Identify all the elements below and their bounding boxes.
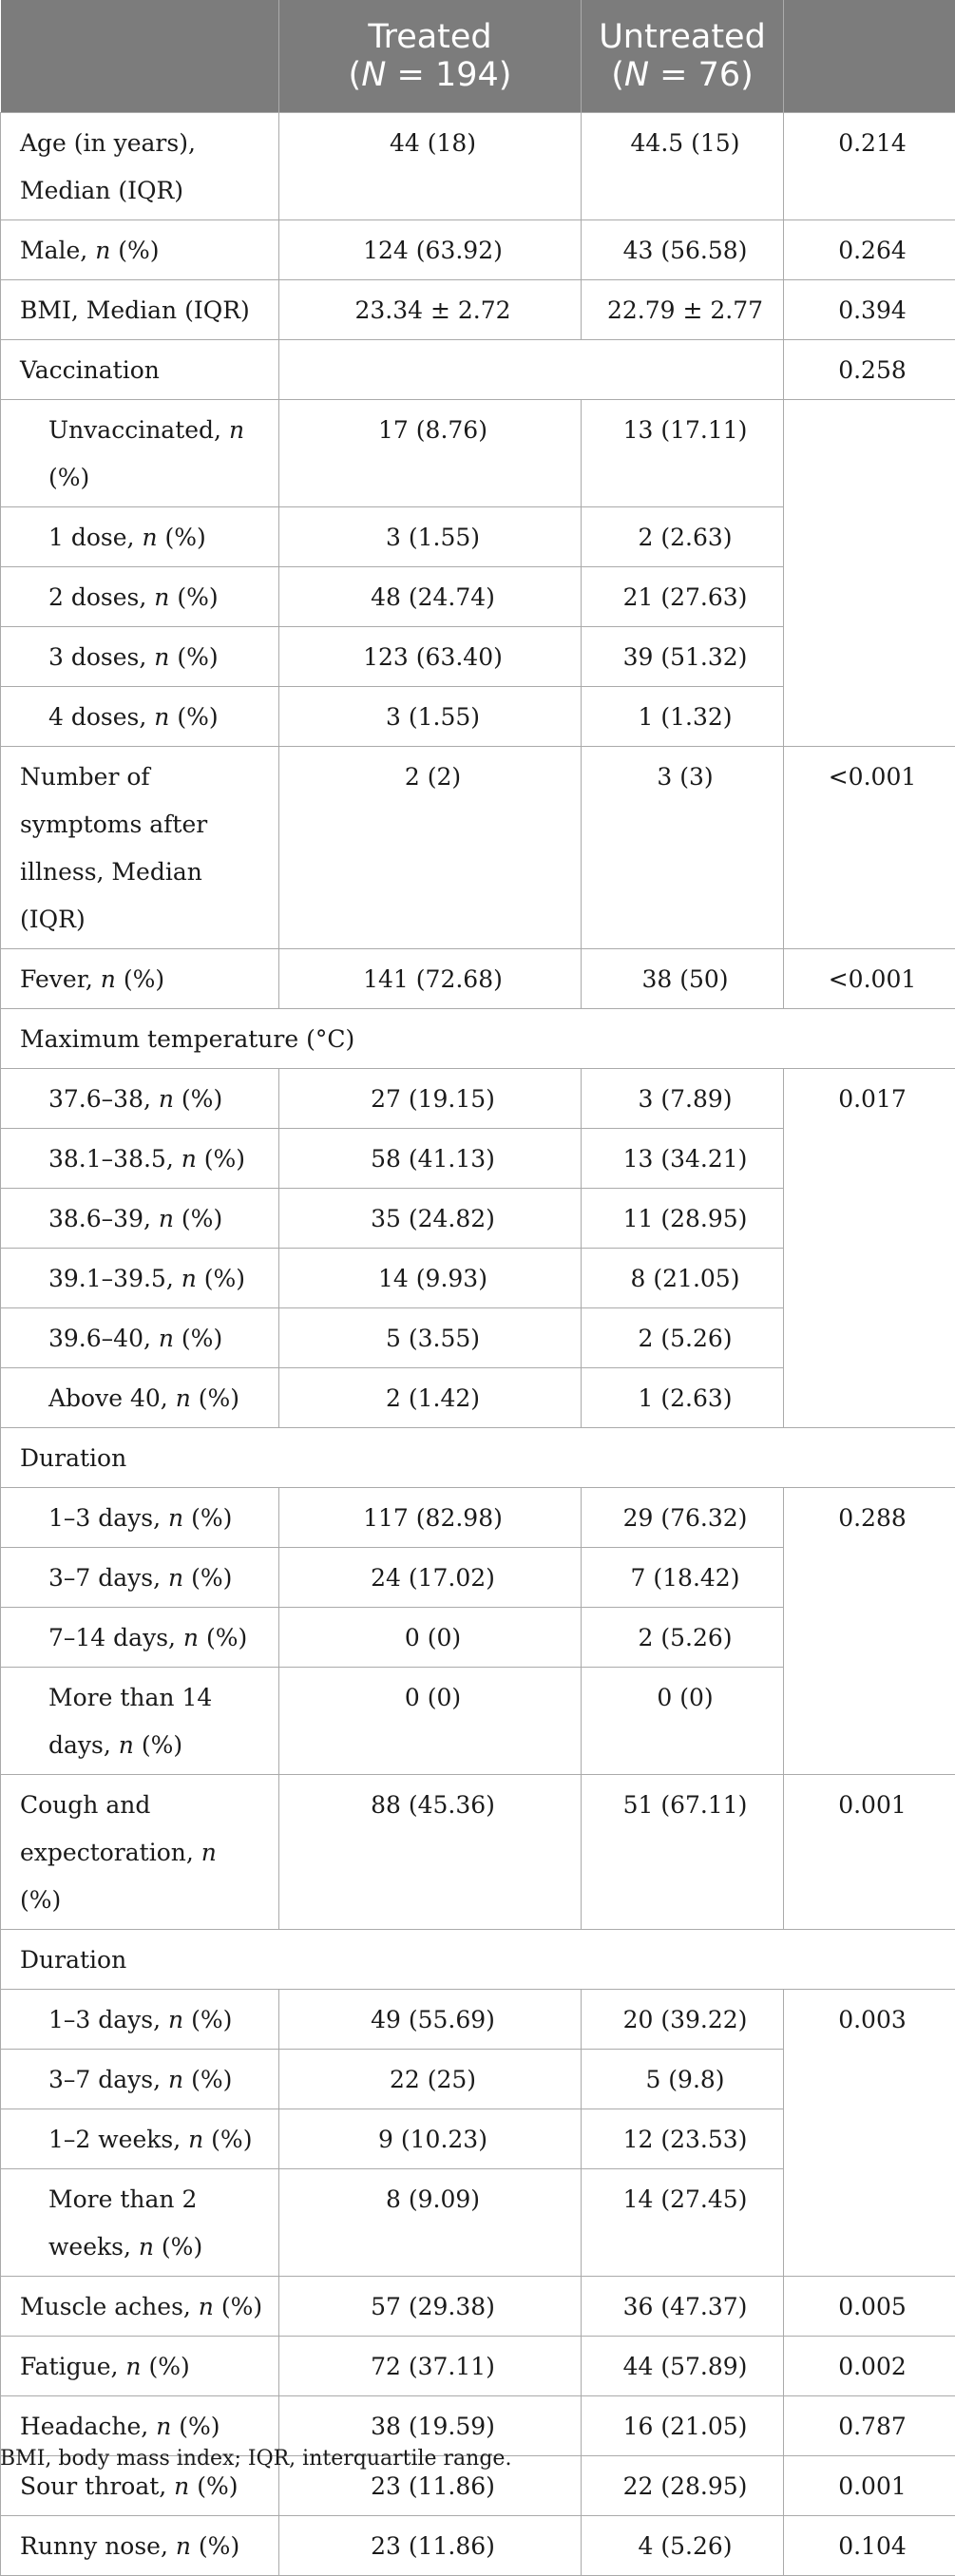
header-untreated-label: Untreated [582, 18, 783, 56]
p-value-cell: 0.104 [784, 2516, 955, 2576]
header-untreated-n: (N = 76) [582, 56, 783, 94]
treated-cell: 23 (11.86) [279, 2456, 582, 2516]
untreated-cell: 14 (27.45) [582, 2169, 784, 2277]
p-value-cell-merged [784, 400, 955, 747]
n-symbol: n [168, 2066, 183, 2093]
row-label-suffix: (%) [171, 2413, 220, 2440]
header-untreated-n-symbol: N [624, 56, 649, 94]
untreated-cell: 2 (5.26) [582, 1608, 784, 1668]
row-label-text: 39.6–40, [48, 1325, 159, 1352]
table-row [1, 747, 955, 949]
row-label [1, 1990, 279, 2050]
p-value-cell: 0.264 [784, 220, 955, 280]
row-label-suffix: (%) [174, 1325, 222, 1352]
n-symbol: n [174, 2472, 189, 2500]
p-value-cell: 0.002 [784, 2337, 955, 2396]
row-label [1, 507, 279, 567]
row-label [1, 567, 279, 627]
treated-cell: 44 (18) [279, 113, 582, 220]
row-label: Number of symptoms after illness, Median (IQR) [1, 747, 279, 949]
p-value-cell: 0.001 [784, 1775, 955, 1930]
row-label-text: Male, [20, 237, 95, 264]
n-symbol: n [154, 583, 169, 611]
row-label-suffix: (%) [174, 1085, 222, 1113]
treated-cell: 24 (17.02) [279, 1548, 582, 1608]
untreated-cell: 3 (3) [582, 747, 784, 949]
n-symbol: n [159, 1325, 174, 1352]
n-symbol: n [139, 2233, 154, 2261]
treated-cell: 5 (3.55) [279, 1308, 582, 1368]
row-label-text: Runny nose, [20, 2532, 176, 2560]
row-label [1, 2337, 279, 2396]
table-row [1, 220, 955, 280]
untreated-cell: 51 (67.11) [582, 1775, 784, 1930]
n-symbol: n [168, 1564, 183, 1592]
n-symbol: n [229, 416, 244, 444]
table-row [1, 1069, 955, 1129]
row-label-text: Unvaccinated, [48, 416, 229, 444]
n-symbol: n [156, 2413, 171, 2440]
treated-cell: 48 (24.74) [279, 567, 582, 627]
section-label: Duration [1, 1930, 955, 1990]
row-label [1, 1189, 279, 1249]
treated-cell: 72 (37.11) [279, 2337, 582, 2396]
untreated-cell: 22.79 ± 2.77 [582, 280, 784, 340]
row-label-suffix: (%) [174, 1205, 222, 1232]
treated-cell: 9 (10.23) [279, 2109, 582, 2169]
row-label-suffix: (%) [183, 2006, 232, 2033]
table-row [1, 1009, 955, 1069]
table-row [1, 2516, 955, 2576]
row-label-text: 37.6–38, [48, 1085, 159, 1113]
row-label-suffix: (%) [48, 464, 89, 491]
treated-cell: 124 (63.92) [279, 220, 582, 280]
row-label-suffix: (%) [189, 2472, 238, 2500]
row-label-text: 4 doses, [48, 703, 154, 731]
row-label-text: 1–3 days, [48, 1504, 168, 1532]
row-label [1, 1668, 279, 1775]
untreated-cell: 20 (39.22) [582, 1990, 784, 2050]
untreated-cell: 38 (50) [582, 949, 784, 1009]
p-value-cell: 0.288 [784, 1488, 955, 1775]
n-symbol: n [159, 1085, 174, 1113]
untreated-cell: 44 (57.89) [582, 2337, 784, 2396]
p-value-cell: 0.258 [784, 340, 955, 400]
table-body [1, 113, 955, 2576]
p-value-cell: 0.214 [784, 113, 955, 220]
header-treated-label: Treated [279, 18, 581, 56]
p-value-cell: 0.005 [784, 2277, 955, 2337]
treated-cell: 58 (41.13) [279, 1129, 582, 1189]
row-label: Vaccination [1, 340, 279, 400]
table-row [1, 280, 955, 340]
treated-cell: 27 (19.15) [279, 1069, 582, 1129]
untreated-cell: 7 (18.42) [582, 1548, 784, 1608]
treated-cell: 57 (29.38) [279, 2277, 582, 2337]
treated-cell: 2 (1.42) [279, 1368, 582, 1428]
untreated-cell: 16 (21.05) [582, 2396, 784, 2456]
untreated-cell: 3 (7.89) [582, 1069, 784, 1129]
untreated-cell: 12 (23.53) [582, 2109, 784, 2169]
table-header [1, 0, 955, 113]
table-row [1, 340, 955, 400]
untreated-cell: 13 (34.21) [582, 1129, 784, 1189]
untreated-cell: 13 (17.11) [582, 400, 784, 507]
n-symbol: n [95, 237, 110, 264]
row-label-text: 1–2 weeks, [48, 2126, 188, 2153]
p-value-cell: <0.001 [784, 747, 955, 949]
row-label-suffix: (%) [183, 1564, 232, 1592]
header-treated-n-symbol: N [361, 56, 386, 94]
row-label-suffix: (%) [116, 965, 164, 993]
untreated-cell: 8 (21.05) [582, 1249, 784, 1308]
row-label-text: Headache, [20, 2413, 156, 2440]
treated-cell: 141 (72.68) [279, 949, 582, 1009]
n-symbol: n [183, 1624, 199, 1651]
row-label [1, 2516, 279, 2576]
treated-cell: 0 (0) [279, 1608, 582, 1668]
treated-cell: 17 (8.76) [279, 400, 582, 507]
row-label [1, 1249, 279, 1308]
row-label [1, 627, 279, 687]
n-symbol: n [119, 1731, 134, 1759]
empty-cell [279, 340, 784, 400]
header-treated-n-value: = 194) [386, 56, 511, 94]
row-label-text: Sour throat, [20, 2472, 174, 2500]
row-label-suffix: (%) [154, 2233, 202, 2261]
row-label [1, 1368, 279, 1428]
treated-cell: 49 (55.69) [279, 1990, 582, 2050]
n-symbol: n [181, 1145, 197, 1173]
n-symbol: n [168, 1504, 183, 1532]
treated-cell: 14 (9.93) [279, 1249, 582, 1308]
header-untreated [582, 0, 784, 113]
n-symbol: n [154, 703, 169, 731]
row-label-suffix: (%) [110, 237, 159, 264]
p-value-cell: 0.394 [784, 280, 955, 340]
row-label-suffix: (%) [197, 1145, 245, 1173]
row-label-suffix: (%) [183, 2066, 232, 2093]
row-label [1, 2277, 279, 2337]
treated-cell: 35 (24.82) [279, 1189, 582, 1249]
untreated-cell: 2 (2.63) [582, 507, 784, 567]
n-symbol: n [154, 643, 169, 671]
row-label-suffix: (%) [134, 1731, 182, 1759]
table-row [1, 1775, 955, 1930]
table-row [1, 400, 955, 507]
untreated-cell: 29 (76.32) [582, 1488, 784, 1548]
treated-cell: 123 (63.40) [279, 627, 582, 687]
treated-cell: 23.34 ± 2.72 [279, 280, 582, 340]
table-row [1, 1428, 955, 1488]
treated-cell: 2 (2) [279, 747, 582, 949]
table-footnote: BMI, body mass index; IQR, interquartile range. [0, 2445, 955, 2473]
treated-cell: 3 (1.55) [279, 687, 582, 747]
untreated-cell: 11 (28.95) [582, 1189, 784, 1249]
row-label [1, 400, 279, 507]
n-symbol: n [199, 2293, 214, 2320]
row-label-suffix: (%) [197, 1265, 245, 1292]
row-label: BMI, Median (IQR) [1, 280, 279, 340]
header-treated [279, 0, 582, 113]
untreated-cell: 1 (2.63) [582, 1368, 784, 1428]
row-label-text: 3–7 days, [48, 1564, 168, 1592]
n-symbol: n [101, 965, 116, 993]
table-row [1, 2337, 955, 2396]
table-row [1, 1990, 955, 2050]
treated-cell: 88 (45.36) [279, 1775, 582, 1930]
header-untreated-n-value: = 76) [649, 56, 754, 94]
untreated-cell: 39 (51.32) [582, 627, 784, 687]
row-label [1, 1069, 279, 1129]
untreated-cell: 1 (1.32) [582, 687, 784, 747]
row-label-text: Above 40, [48, 1384, 176, 1412]
row-label [1, 1775, 279, 1930]
row-label-text: 1 dose, [48, 524, 142, 551]
row-label-text: 38.1–38.5, [48, 1145, 181, 1173]
row-label-text: Fatigue, [20, 2353, 125, 2380]
row-label [1, 1488, 279, 1548]
section-label: Duration [1, 1428, 955, 1488]
untreated-cell: 43 (56.58) [582, 220, 784, 280]
row-label-suffix: (%) [203, 2126, 252, 2153]
treated-cell: 3 (1.55) [279, 507, 582, 567]
n-symbol: n [168, 2006, 183, 2033]
row-label [1, 687, 279, 747]
row-label-text: 7–14 days, [48, 1624, 183, 1651]
p-value-cell: 0.003 [784, 1990, 955, 2277]
row-label [1, 1608, 279, 1668]
header-variable [1, 0, 279, 113]
untreated-cell: 36 (47.37) [582, 2277, 784, 2337]
row-label-text: 1–3 days, [48, 2006, 168, 2033]
row-label-suffix: (%) [169, 703, 218, 731]
table-row [1, 2277, 955, 2337]
section-label: Maximum temperature (°C) [1, 1009, 955, 1069]
untreated-cell: 2 (5.26) [582, 1308, 784, 1368]
n-symbol: n [176, 1384, 191, 1412]
n-symbol: n [125, 2353, 141, 2380]
row-label-suffix: (%) [191, 2532, 239, 2560]
row-label [1, 949, 279, 1009]
p-value-cell: 0.001 [784, 2456, 955, 2516]
table-row [1, 113, 955, 220]
header-row [1, 0, 955, 113]
treated-cell: 22 (25) [279, 2050, 582, 2109]
p-value-cell: 0.787 [784, 2396, 955, 2456]
treated-cell: 23 (11.86) [279, 2516, 582, 2576]
row-label-text: 39.1–39.5, [48, 1265, 181, 1292]
table-row [1, 1930, 955, 1990]
row-label-text: More than 14 days, [48, 1684, 212, 1759]
n-symbol: n [159, 1205, 174, 1232]
p-value-cell: <0.001 [784, 949, 955, 1009]
row-label [1, 1129, 279, 1189]
table-row [1, 949, 955, 1009]
row-label: Age (in years), Median (IQR) [1, 113, 279, 220]
row-label-suffix: (%) [214, 2293, 262, 2320]
untreated-cell: 4 (5.26) [582, 2516, 784, 2576]
treated-cell: 38 (19.59) [279, 2396, 582, 2456]
row-label-suffix: (%) [142, 2353, 190, 2380]
header-treated-n: (N = 194) [279, 56, 581, 94]
n-symbol: n [201, 1839, 217, 1866]
p-value-cell: 0.017 [784, 1069, 955, 1428]
header-p-value [784, 0, 955, 113]
n-symbol: n [176, 2532, 191, 2560]
row-label [1, 2109, 279, 2169]
row-label [1, 1548, 279, 1608]
row-label [1, 2169, 279, 2277]
row-label-text: More than 2 weeks, [48, 2185, 197, 2261]
row-label-text: Muscle aches, [20, 2293, 199, 2320]
n-symbol: n [181, 1265, 197, 1292]
untreated-cell: 22 (28.95) [582, 2456, 784, 2516]
n-symbol: n [188, 2126, 203, 2153]
row-label-suffix: (%) [183, 1504, 232, 1532]
row-label-text: Fever, [20, 965, 101, 993]
untreated-cell: 44.5 (15) [582, 113, 784, 220]
n-symbol: n [142, 524, 157, 551]
treated-cell: 8 (9.09) [279, 2169, 582, 2277]
row-label [1, 2050, 279, 2109]
row-label [1, 1308, 279, 1368]
table-row [1, 1488, 955, 1548]
treated-cell: 117 (82.98) [279, 1488, 582, 1548]
untreated-cell: 0 (0) [582, 1668, 784, 1775]
row-label-suffix: (%) [191, 1384, 239, 1412]
row-label-text: Cough and expectoration, [20, 1791, 201, 1866]
untreated-cell: 21 (27.63) [582, 567, 784, 627]
row-label-text: 2 doses, [48, 583, 154, 611]
row-label-suffix: (%) [169, 643, 218, 671]
row-label [1, 220, 279, 280]
row-label-text: 38.6–39, [48, 1205, 159, 1232]
row-label-suffix: (%) [169, 583, 218, 611]
treated-cell: 0 (0) [279, 1668, 582, 1775]
untreated-cell: 5 (9.8) [582, 2050, 784, 2109]
row-label-suffix: (%) [199, 1624, 247, 1651]
row-label-text: 3 doses, [48, 643, 154, 671]
row-label-suffix: (%) [20, 1886, 61, 1914]
row-label-suffix: (%) [158, 524, 206, 551]
row-label-text: 3–7 days, [48, 2066, 168, 2093]
